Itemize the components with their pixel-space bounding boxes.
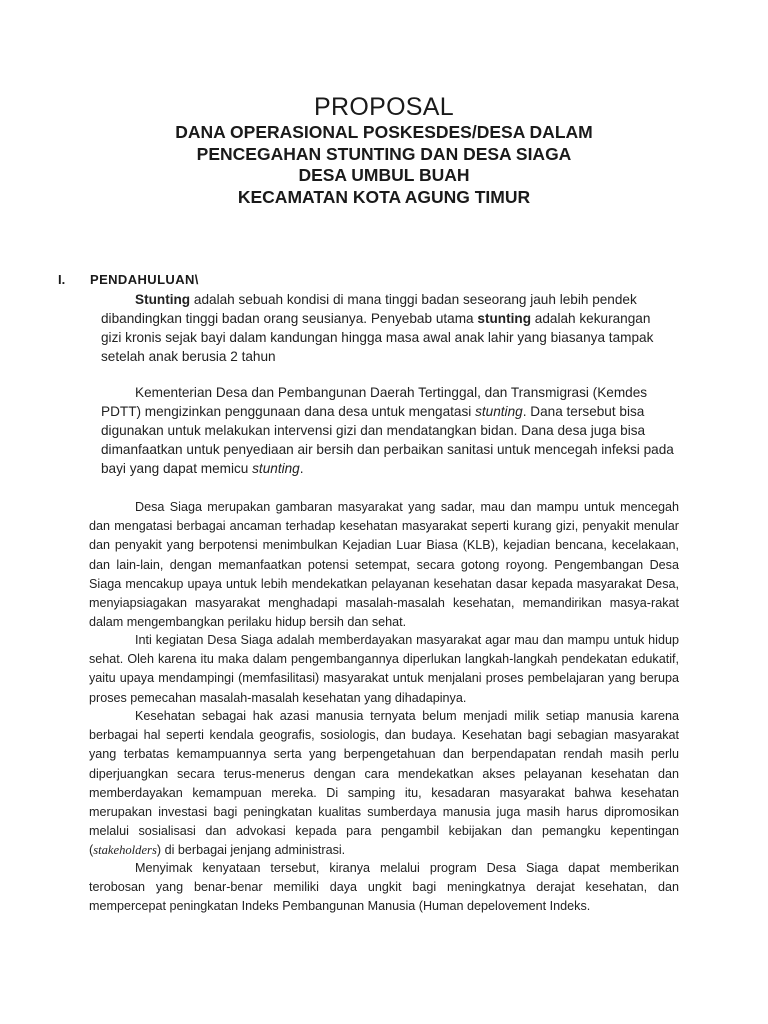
document-title: PROPOSAL: [314, 93, 454, 121]
paragraph-text: Inti kegiatan Desa Siaga adalah memberdayakan masyarakat agar mau dan mampu untuk hidup sehat. Oleh karena itu maka dalam pengembangannya diperlukan langkah-langkah pendekatan edukatif, yaitu upaya mendampingi (memfasilitasi) masyarakat untuk menjalani proses pembelajaran yang berupa proses pemecahan masalah-masalah kesehatan yang dihadapinya.: [89, 633, 679, 705]
paragraph-text: adalah kekurangan gizi kronis sejak bayi dalam kandungan hingga masa awal anak lahir yang biasanya tampak setelah anak berusia 2 tahun: [101, 311, 654, 364]
paragraph-text: adalah sebuah kondisi di mana tinggi badan seseorang jauh lebih pendek dibandingkan tinggi badan orang seusianya. Penyebab utama: [101, 292, 637, 326]
section-number: I.: [58, 272, 66, 287]
italic-term: stakeholders: [93, 843, 157, 858]
italic-term: stunting: [252, 461, 300, 476]
subtitle-line-2: PENCEGAHAN STUNTING DAN DESA SIAGA: [196, 143, 572, 164]
paragraph-desa-siaga: [89, 498, 679, 632]
subtitle-line-1: DANA OPERASIONAL POSKESDES/DESA DALAM: [175, 122, 593, 142]
paragraph-text: ) di berbagai jenjang administrasi.: [156, 843, 346, 858]
paragraph-kemdes: [101, 383, 674, 478]
subtitle-line-3: DESA UMBUL BUAH: [298, 165, 470, 185]
bold-term: stunting: [477, 311, 531, 326]
bold-term: Stunting: [135, 292, 191, 307]
section-heading: PENDAHULUAN\: [90, 272, 199, 287]
paragraph-text: .: [299, 461, 304, 476]
subtitle-line-4: KECAMATAN KOTA AGUNG TIMUR: [237, 186, 531, 207]
paragraph-menyimak: [89, 859, 679, 917]
paragraph-text: . Dana tersebut bisa digunakan untuk melakukan intervensi gizi dan mendatangkan bidan. Dana desa juga bisa dimanfaatkan untuk penyediaan air bersih dan perbaikan sanitasi untuk mencegah infeksi pada bayi yang dapat memicu: [101, 404, 674, 476]
paragraph-stunting-definition: [101, 290, 674, 366]
paragraph-text: Menyimak kenyataan tersebut, kiranya melalui program Desa Siaga dapat memberikan terobosan yang benar-benar memiliki daya ungkit bagi meningkatnya derajat kesehatan, dan mempercepat peningkatan Indeks Pembangunan Manusia (Human depelovement Indeks.: [89, 861, 679, 914]
paragraph-text: Kesehatan sebagai hak azasi manusia ternyata belum menjadi milik setiap manusia karena berbagai hal seperti kendala geografis, sosiologis, dan budaya. Kesehatan bagi sebagian masyarakat yang terbatas kemampuannya serta yang berpengetahuan dan berpendapatan rendah masih perlu diperjuangkan secara terus-menerus dengan cara mendekatkan akses pelayanan kesehatan dan memberdayakan kemampuan mereka. Di samping itu, kesadaran masyarakat bahwa kesehatan merupakan investasi bagi peningkatan kualitas sumberdaya manusia juga masih harus dipromosikan melalui sosialisasi dan advokasi kepada para pengambil kebijakan dan pemangku kepentingan (: [89, 709, 679, 858]
italic-term: stunting: [475, 404, 523, 419]
paragraph-kesehatan-hak: [89, 707, 679, 861]
paragraph-text: Desa Siaga merupakan gambaran masyarakat yang sadar, mau dan mampu untuk mencegah dan mengatasi berbagai ancaman terhadap kesehatan masyarakat seperti kurang gizi, penyakit menular dan penyakit yang berpotensi menimbulkan Kejadian Luar Biasa (KLB), kejadian bencana, kecelakaan, dan lain-lain, dengan memanfaatkan potensi setempat, secara gotong royong. Pengembangan Desa Siaga mencakup upaya untuk lebih mendekatkan pelayanan kesehatan dasar kepada masyarakat Desa, menyiapsiagakan masyarakat menghadapi masalah-masalah kesehatan, memandirikan masya-rakat dalam mengembangkan perilaku hidup bersih dan sehat.: [89, 500, 679, 630]
paragraph-text: Kementerian Desa dan Pembangunan Daerah Tertinggal, dan Transmigrasi (Kemdes PDTT) mengizinkan penggunaan dana desa untuk mengatasi: [101, 385, 648, 419]
title-block: [0, 92, 768, 208]
paragraph-inti-kegiatan: [89, 631, 679, 708]
